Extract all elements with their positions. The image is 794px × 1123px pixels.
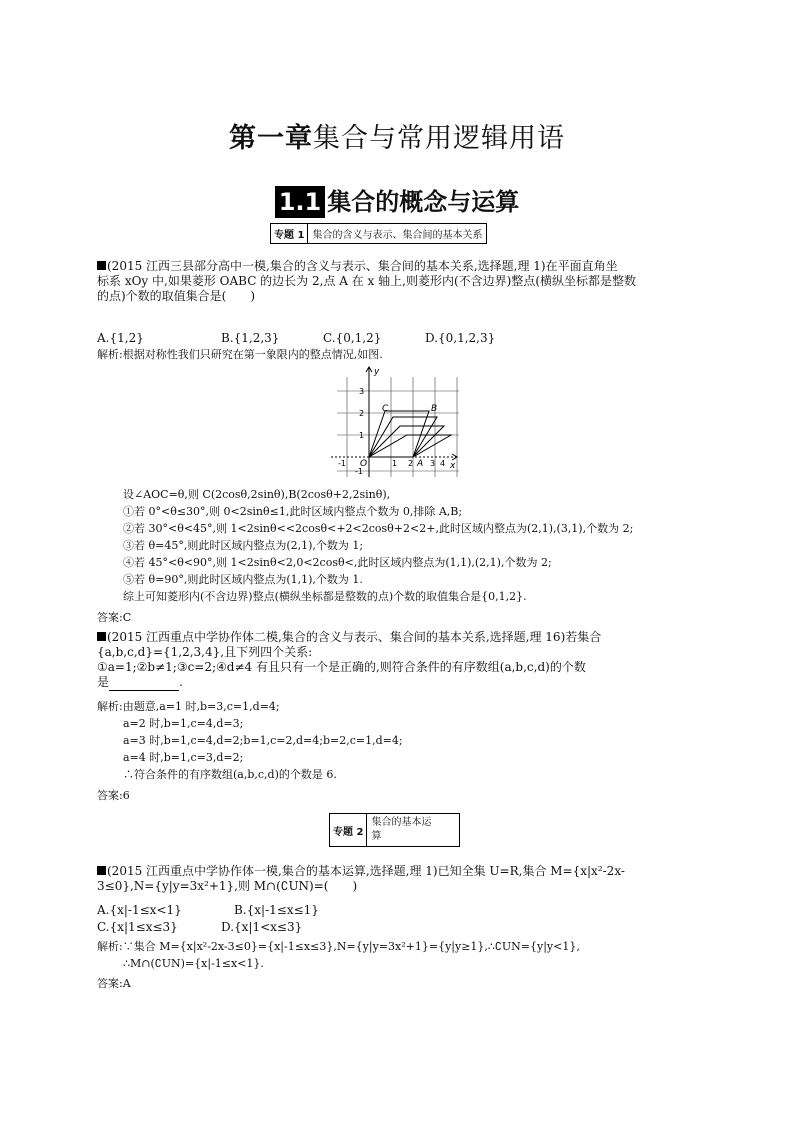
q1-step-case-3: ③若 θ=45°,则此时区域内整点为(2,1),个数为 1; xyxy=(123,539,364,552)
q3-options xyxy=(97,903,497,939)
q3-analysis-line-1: 解析:∵集合 M={x|x²-2x-3≤0}={x|-1≤x≤3},N={y|y=3x²+1}={y|y≥1},∴∁UN={y|y<1}, xyxy=(97,940,580,953)
y-tick-3: 3 xyxy=(359,387,365,396)
origin-label: O xyxy=(360,459,368,469)
x-tick-neg1: -1 xyxy=(338,459,346,468)
chapter-number: 第一章 xyxy=(229,123,313,154)
q1-option-b: B.{1,2,3} xyxy=(221,331,280,345)
topic-1-box xyxy=(270,223,487,244)
q3-analysis-line-2: ∴M∩(∁UN)={x|-1≤x<1}. xyxy=(123,957,264,970)
q1-line1: (2015 江西三县部分高中一模,集合的含义与表示、集合间的基本关系,选择题,理 1)在平面直角坐 xyxy=(107,259,618,273)
q3-answer: 答案:A xyxy=(97,977,131,990)
q1-option-a: A.{1,2} xyxy=(97,331,144,345)
q1-step-setup: 设∠AOC=θ,则 C(2cosθ,2sinθ),B(2cosθ+2,2sinθ), xyxy=(123,488,391,501)
q2-answer: 答案:6 xyxy=(97,789,130,802)
section-number: 1.1 xyxy=(275,186,326,218)
y-tick-1: 1 xyxy=(359,431,365,440)
question-3 xyxy=(97,864,717,894)
q2-line2: {a,b,c,d}={1,2,3,4},且下列四个关系: xyxy=(97,645,313,659)
q2-line4: 是 xyxy=(97,675,110,689)
section-heading xyxy=(0,186,794,218)
q3-option-c: C.{x|1≤x≤3} xyxy=(97,920,178,934)
chapter-name: 集合与常用逻辑用语 xyxy=(313,123,565,154)
q1-step-case-1: ①若 0°<θ≤30°,则 0<2sinθ≤1,此时区域内整点个数为 0,排除 A,B; xyxy=(123,505,463,518)
question-2: (2015 江西重点中学协作体二模,集合的含义与表示、集合间的基本关系,选择题,理 16)若集合 {a,b,c,d}={1,2,3,4},且下列四个关系: ①a=1;②b≠1;③c=2;④d≠4 有且只有一个是正确的,则符合条件的有序数组(a,b,c,d)的个数 是 . xyxy=(97,630,717,691)
y-tick-neg1: -1 xyxy=(355,467,363,476)
q1-answer: 答案:C xyxy=(97,611,132,624)
q2-line1: (2015 江西重点中学协作体二模,集合的含义与表示、集合间的基本关系,选择题,理 16)若集合 xyxy=(107,630,602,644)
x-tick-4: 4 xyxy=(440,459,446,468)
x-axis-label: x xyxy=(450,461,456,471)
x-tick-2: 2 xyxy=(408,459,414,468)
topic-2-text-line2: 算 xyxy=(371,831,382,842)
point-c-label: C xyxy=(382,404,389,414)
y-tick-2: 2 xyxy=(359,409,365,418)
topic-2-label: 专题 2 xyxy=(330,814,367,846)
q1-line2: 标系 xOy 中,如果菱形 OABC 的边长为 2,点 A 在 x 轴上,则菱形内(不含边界)整点(横纵坐标都是整数 xyxy=(97,274,637,288)
q3-option-d: D.{x|1<x≤3} xyxy=(221,920,303,934)
q1-line3: 的点)个数的取值集合是( ) xyxy=(97,289,256,303)
point-a-label: A xyxy=(417,459,424,469)
q1-step-case-5: ⑤若 θ=90°,则此时区域内整点为(1,1),个数为 1. xyxy=(123,573,363,586)
q1-option-c: C.{0,1,2} xyxy=(323,331,382,345)
q1-analysis-intro: 解析:根据对称性我们只研究在第一象限内的整点情况,如图. xyxy=(97,348,383,361)
q1-step-case-4: ④若 45°<θ<90°,则 1<2sinθ<2,0<2cosθ<,此时区域内整点为(1,1),(2,1),个数为 2; xyxy=(123,556,552,569)
q3-option-a: A.{x|-1≤x<1} xyxy=(97,903,182,917)
q1-option-d: D.{0,1,2,3} xyxy=(425,331,496,345)
topic-1-label: 专题 1 xyxy=(271,224,308,243)
q3-option-b: B.{x|-1≤x≤1} xyxy=(234,903,319,917)
rhombus-figure xyxy=(326,366,462,478)
q3-analysis xyxy=(97,938,737,972)
square-bullet-icon xyxy=(97,632,106,641)
square-bullet-icon xyxy=(97,261,106,270)
answer-blank xyxy=(109,675,179,691)
q1-step-conclusion: 综上可知菱形内(不含边界)整点(横纵坐标都是整数的点)个数的取值集合是{0,1,2}. xyxy=(123,590,527,603)
question-1 xyxy=(97,259,717,304)
q3-line2: 3≤0},N={y|y=3x²+1},则 M∩(∁UN)=( ) xyxy=(97,879,358,893)
q2-line3: ①a=1;②b≠1;③c=2;④d≠4 有且只有一个是正确的,则符合条件的有序数组(a,b,c,d)的个数 xyxy=(97,660,586,674)
section-title: 集合的概念与运算 xyxy=(327,188,520,216)
topic-2-text xyxy=(367,814,459,846)
x-tick-3: 3 xyxy=(430,459,436,468)
q2-analysis-line-1: 解析:由题意,a=1 时,b=3,c=1,d=4; xyxy=(97,700,280,713)
q2-analysis-line-3: a=3 时,b=1,c=4,d=2;b=1,c=2,d=4;b=2,c=1,d=4; xyxy=(123,734,403,747)
q2-analysis-line-2: a=2 时,b=1,c=4,d=3; xyxy=(123,717,244,730)
point-b-label: B xyxy=(431,404,438,414)
q3-line1: (2015 江西重点中学协作体一模,集合的基本运算,选择题,理 1)已知全集 U=R,集合 M={x|x²-2x- xyxy=(107,864,625,878)
q1-step-case-2: ②若 30°<θ<45°,则 1<2sinθ<<2cosθ<+2<2cosθ+2<2+,此时区域内整点为(2,1),(3,1),个数为 2; xyxy=(123,522,634,535)
square-bullet-icon xyxy=(97,866,106,875)
topic-1-text: 集合的含义与表示、集合间的基本关系 xyxy=(312,230,483,241)
x-tick-1: 1 xyxy=(392,459,398,468)
q2-analysis-line-5: ∴符合条件的有序数组(a,b,c,d)的个数是 6. xyxy=(123,768,337,781)
q2-analysis xyxy=(97,698,697,783)
q1-analysis-steps xyxy=(123,486,723,605)
y-axis-label: y xyxy=(374,367,380,377)
topic-2-box xyxy=(329,813,460,847)
topic-2-text-line1: 集合的基本运 xyxy=(371,817,432,828)
chapter-title xyxy=(0,116,794,155)
q2-analysis-line-4: a=4 时,b=1,c=3,d=2; xyxy=(123,751,244,764)
